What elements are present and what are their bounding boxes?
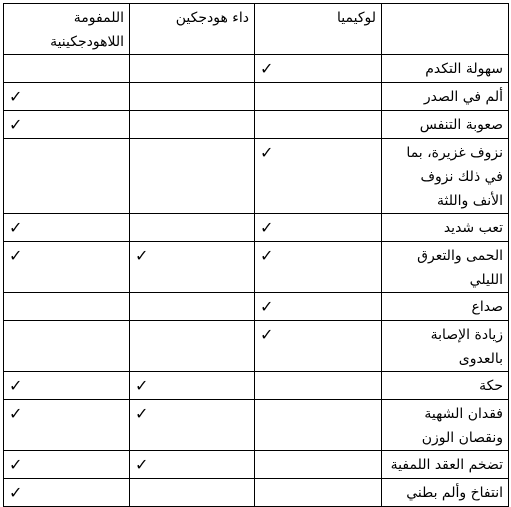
cell-leukemia xyxy=(255,55,382,83)
cell-hodgkin xyxy=(130,111,255,139)
cell-non-hodgkin xyxy=(4,55,130,83)
cell-hodgkin xyxy=(130,214,255,242)
symptom-label: صداع xyxy=(382,293,509,321)
checkmark-icon: ✓ xyxy=(135,404,149,423)
checkmark-icon: ✓ xyxy=(9,483,23,502)
header-symptom xyxy=(382,4,509,55)
table-row xyxy=(4,83,509,111)
checkmark-icon: ✓ xyxy=(135,246,149,265)
checkmark-icon: ✓ xyxy=(260,297,274,316)
table-row xyxy=(4,451,509,479)
table-header xyxy=(4,4,509,55)
cell-leukemia xyxy=(255,111,382,139)
table-row xyxy=(4,139,509,214)
checkmark-icon: ✓ xyxy=(135,455,149,474)
cell-leukemia xyxy=(255,293,382,321)
symptom-label: الحمى والتعرق الليلي xyxy=(382,242,509,293)
cell-leukemia xyxy=(255,242,382,293)
cell-non-hodgkin xyxy=(4,293,130,321)
cell-leukemia xyxy=(255,400,382,451)
checkmark-icon: ✓ xyxy=(135,376,149,395)
symptom-label: نزوف غزيرة، بما في ذلك نزوف الأنف واللثة xyxy=(382,139,509,214)
checkmark-icon: ✓ xyxy=(9,455,23,474)
symptom-label: تعب شديد xyxy=(382,214,509,242)
cell-non-hodgkin xyxy=(4,111,130,139)
table-row xyxy=(4,372,509,400)
cell-hodgkin xyxy=(130,400,255,451)
checkmark-icon: ✓ xyxy=(9,87,23,106)
cell-leukemia xyxy=(255,321,382,372)
cell-hodgkin xyxy=(130,372,255,400)
table-row xyxy=(4,214,509,242)
header-hodgkin: داء هودجكين xyxy=(130,4,255,55)
symptom-label: حكة xyxy=(382,372,509,400)
cell-non-hodgkin xyxy=(4,214,130,242)
cell-leukemia xyxy=(255,372,382,400)
symptoms-comparison-table xyxy=(3,3,509,507)
cell-hodgkin xyxy=(130,139,255,214)
symptom-label: ألم في الصدر xyxy=(382,83,509,111)
cell-non-hodgkin xyxy=(4,321,130,372)
symptom-label: انتفاخ وألم بطني xyxy=(382,479,509,507)
checkmark-icon: ✓ xyxy=(9,246,23,265)
cell-hodgkin xyxy=(130,83,255,111)
table-row xyxy=(4,321,509,372)
table-body xyxy=(4,55,509,507)
cell-non-hodgkin xyxy=(4,451,130,479)
cell-non-hodgkin xyxy=(4,400,130,451)
cell-hodgkin xyxy=(130,479,255,507)
cell-leukemia xyxy=(255,83,382,111)
symptom-label: زيادة الإصابة بالعدوى xyxy=(382,321,509,372)
cell-hodgkin xyxy=(130,451,255,479)
symptom-label: فقدان الشهية ونقصان الوزن xyxy=(382,400,509,451)
table-row xyxy=(4,293,509,321)
table-row xyxy=(4,242,509,293)
cell-hodgkin xyxy=(130,293,255,321)
table-row xyxy=(4,479,509,507)
symptom-label: تضخم العقد اللمفية xyxy=(382,451,509,479)
table-row xyxy=(4,111,509,139)
cell-non-hodgkin xyxy=(4,139,130,214)
cell-hodgkin xyxy=(130,55,255,83)
checkmark-icon: ✓ xyxy=(9,218,23,237)
cell-non-hodgkin xyxy=(4,479,130,507)
checkmark-icon: ✓ xyxy=(260,218,274,237)
cell-non-hodgkin xyxy=(4,372,130,400)
cell-hodgkin xyxy=(130,321,255,372)
cell-leukemia xyxy=(255,451,382,479)
cell-non-hodgkin xyxy=(4,83,130,111)
cell-leukemia xyxy=(255,139,382,214)
cell-leukemia xyxy=(255,479,382,507)
checkmark-icon: ✓ xyxy=(9,404,23,423)
header-row xyxy=(4,4,509,55)
symptom-label: سهولة التكدم xyxy=(382,55,509,83)
table-row xyxy=(4,55,509,83)
checkmark-icon: ✓ xyxy=(260,246,274,265)
checkmark-icon: ✓ xyxy=(260,325,274,344)
header-non-hodgkin: اللمفومة اللاهودجكينية xyxy=(4,4,130,55)
checkmark-icon: ✓ xyxy=(260,59,274,78)
cell-leukemia xyxy=(255,214,382,242)
checkmark-icon: ✓ xyxy=(260,143,274,162)
cell-hodgkin xyxy=(130,242,255,293)
checkmark-icon: ✓ xyxy=(9,376,23,395)
cell-non-hodgkin xyxy=(4,242,130,293)
table-row xyxy=(4,400,509,451)
symptom-label: صعوبة التنفس xyxy=(382,111,509,139)
header-leukemia: لوكيميا xyxy=(255,4,382,55)
checkmark-icon: ✓ xyxy=(9,115,23,134)
